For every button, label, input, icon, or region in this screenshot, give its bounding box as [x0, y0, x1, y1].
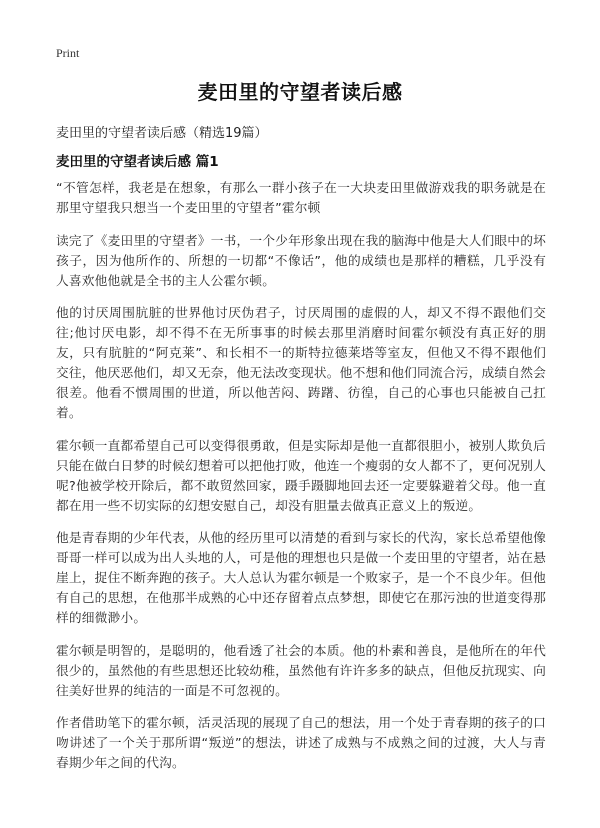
- print-label: Print: [56, 46, 80, 60]
- paragraph-3: 他的讨厌周围肮脏的世界他讨厌伪君子，讨厌周围的虚假的人，却又不得不跟他们交往;他讨厌电影，却不得不在无所事事的时候去那里消磨时间霍尔顿没有真正好的朋友，只有肮脏的“阿克莱”、和长相不一的斯特拉德莱塔等室友，但他又不得不跟他们交往，他厌恶他们，却又无奈，他无法改变现状。他不想和他们同流合污，成绩自然会很差。他看不惯周围的世道，所以他苦闷、踌躇、彷徨，自己的心事也只能被自己扛着。: [56, 305, 546, 420]
- paragraph-2: 读完了《麦田里的守望者》一书，一个少年形象出现在我的脑海中他是大人们眼中的坏孩子，因为他所作的、所想的一切都“不像话”，他的成绩也是那样的糟糕，几乎没有人喜欢他他就是全书的主人公霍尔顿。: [56, 232, 546, 288]
- paragraph-4: 霍尔顿一直都希望自己可以变得很勇敢，但是实际却是他一直都很胆小，被别人欺负后只能在做白日梦的时候幻想着可以把他打败，他连一个瘦弱的女人都不了，更何况别人呢?他被学校开除后，都不敢贸然回家，蹑手蹑脚地回去还一定要躲避着父母。他一直都在用一些不切实际的幻想安慰自己，却没有胆量去做真正意义上的叛逆。: [56, 437, 546, 513]
- page-title: 麦田里的守望者读后感: [197, 80, 403, 104]
- paragraph-7: 作者借助笔下的霍尔顿，活灵活现的展现了自己的想法，用一个处于青春期的孩子的口吻讲述了一个关于那所谓“叛逆”的想法，讲述了成熟与不成熟之间的过渡，大人与青春期少年之间的代沟。: [56, 715, 546, 770]
- paragraph-6: 霍尔顿是明智的，是聪明的，他看透了社会的本质。他的朴素和善良，是他所在的年代很少的，虽然他的有些思想还比较幼稚，虽然他有许许多多的缺点，但他反抗现实、向往美好世界的纯洁的一面是不可忽视的。: [56, 642, 546, 698]
- article-body: [56, 178, 546, 786]
- document-subtitle: 麦田里的守望者读后感（精选19篇）: [56, 126, 268, 141]
- paragraph-1: “不管怎样，我老是在想象，有那么一群小孩子在一大块麦田里做游戏我的职务就是在那里守望我只想当一个麦田里的守望者”霍尔顿: [56, 180, 546, 215]
- section-heading: 麦田里的守望者读后感 篇1: [56, 154, 219, 170]
- paragraph-5: 他是青春期的少年代表，从他的经历里可以清楚的看到与家长的代沟，家长总希望他像哥哥一样可以成为出人头地的人，可是他的理想也只是做一个麦田里的守望者，站在悬崖上，捉住不断奔跑的孩子。大人总认为霍尔顿是一个败家子，是一个不良少年。但他有自己的思想，在他那半成熟的心中还存留着点点梦想，即使它在那污浊的世道变得那样的细微渺小。: [56, 530, 546, 625]
